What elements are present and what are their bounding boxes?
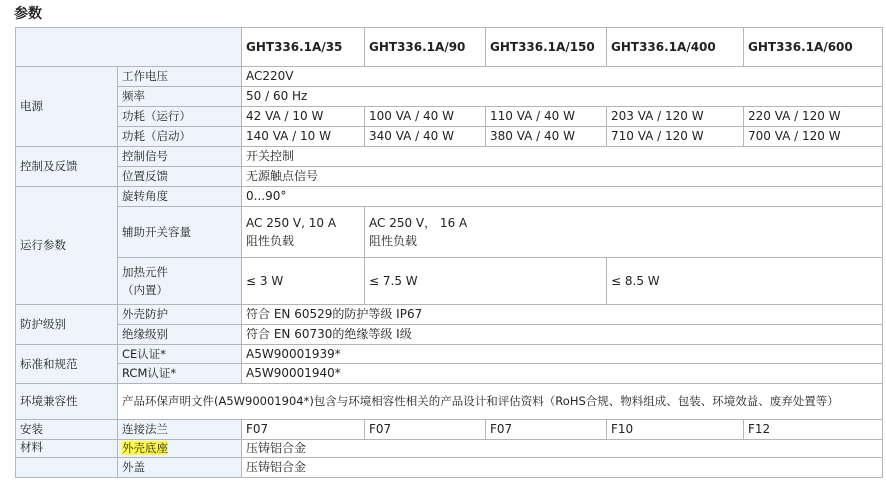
param-value: 100 VA / 40 W	[365, 107, 486, 127]
category-installation: 安装	[16, 420, 118, 440]
category-control: 控制及反馈	[16, 147, 118, 187]
param-value: 50 / 60 Hz	[242, 87, 883, 107]
parameters-table	[15, 27, 883, 478]
param-value: F07	[486, 420, 607, 440]
aux-rating: AC 250 V, 10 A	[246, 215, 337, 230]
param-value: 340 VA / 40 W	[365, 127, 486, 147]
header-corner	[16, 28, 242, 67]
param-value: AC220V	[242, 67, 883, 87]
param-value: 700 VA / 120 W	[744, 127, 883, 147]
aux-load: 阻性负载	[369, 233, 418, 248]
param-value: 380 VA / 40 W	[486, 127, 607, 147]
param-value: 压铸铝合金	[242, 440, 883, 458]
param-value: 110 VA / 40 W	[486, 107, 607, 127]
param-label: 功耗（启动）	[118, 127, 242, 147]
param-value	[242, 207, 365, 258]
category-operation: 运行参数	[16, 187, 118, 305]
param-value: F07	[365, 420, 486, 440]
param-value: F07	[242, 420, 365, 440]
aux-rating: AC 250 V， 16 A	[369, 215, 468, 230]
aux-load: 阻性负载	[246, 233, 295, 248]
param-value: A5W90001940*	[242, 364, 883, 384]
param-label: 功耗（运行）	[118, 107, 242, 127]
param-value: 42 VA / 10 W	[242, 107, 365, 127]
param-value: 符合 EN 60730的绝缘等级 I级	[242, 325, 883, 345]
highlighted-label: 外壳底座	[122, 441, 168, 455]
param-value: 无源触点信号	[242, 167, 883, 187]
category-environment: 环境兼容性	[16, 384, 118, 420]
param-value: 220 VA / 120 W	[744, 107, 883, 127]
param-value: ≤ 3 W	[242, 258, 365, 305]
model-header: GHT336.1A/90	[365, 28, 486, 67]
param-label: 外壳防护	[118, 305, 242, 325]
param-label: RCM认证*	[118, 364, 242, 384]
param-label	[118, 258, 242, 305]
param-value: 203 VA / 120 W	[607, 107, 744, 127]
param-label: 旋转角度	[118, 187, 242, 207]
param-label: 连接法兰	[118, 420, 242, 440]
environment-text: 产品环保声明文件(A5W90001904*)包含与环境相容性相关的产品设计和评估资料（RoHS合规、物料组成、包装、环境效益、废弃处置等）	[118, 384, 883, 420]
param-value: 140 VA / 10 W	[242, 127, 365, 147]
param-value: 开关控制	[242, 147, 883, 167]
param-value: 符合 EN 60529的防护等级 IP67	[242, 305, 883, 325]
category-material-continued	[16, 458, 118, 478]
header-row	[16, 28, 883, 67]
heater-label-note: （内置）	[122, 282, 168, 297]
param-value: F10	[607, 420, 744, 440]
heater-label: 加热元件	[122, 264, 168, 279]
category-standards: 标准和规范	[16, 345, 118, 384]
param-label: 位置反馈	[118, 167, 242, 187]
model-header: GHT336.1A/400	[607, 28, 744, 67]
param-value	[365, 207, 883, 258]
param-value: ≤ 8.5 W	[607, 258, 883, 305]
param-label: 绝缘级别	[118, 325, 242, 345]
param-value: 0...90°	[242, 187, 883, 207]
param-label	[118, 440, 242, 458]
model-header: GHT336.1A/150	[486, 28, 607, 67]
param-label: CE认证*	[118, 345, 242, 364]
category-protection: 防护级别	[16, 305, 118, 345]
param-label: 控制信号	[118, 147, 242, 167]
model-header: GHT336.1A/600	[744, 28, 883, 67]
param-value: 压铸铝合金	[242, 458, 883, 478]
param-label: 工作电压	[118, 67, 242, 87]
param-value: 710 VA / 120 W	[607, 127, 744, 147]
category-power: 电源	[16, 67, 118, 147]
param-label: 外盖	[118, 458, 242, 478]
category-material: 材料	[16, 440, 118, 458]
param-value: F12	[744, 420, 883, 440]
param-value: A5W90001939*	[242, 345, 883, 364]
page-title: 参数	[14, 6, 42, 22]
param-label: 辅助开关容量	[118, 207, 242, 258]
model-header: GHT336.1A/35	[242, 28, 365, 67]
param-label: 频率	[118, 87, 242, 107]
param-value: ≤ 7.5 W	[365, 258, 607, 305]
